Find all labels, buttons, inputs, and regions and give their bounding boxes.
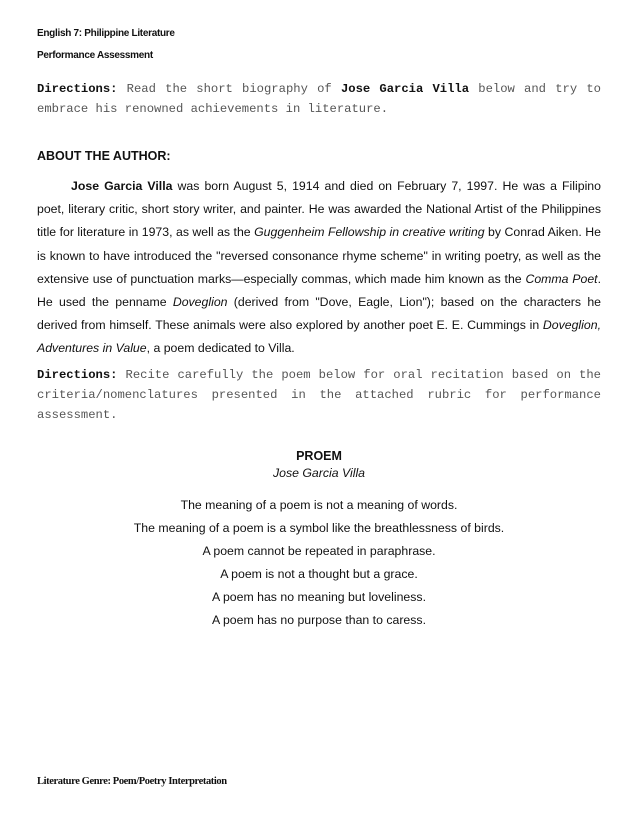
footer-genre: Literature Genre: Poem/Poetry Interpretation (37, 776, 227, 787)
header-assessment-type: Performance Assessment (37, 50, 153, 61)
directions-label: Directions: (37, 82, 118, 96)
directions-text-b: below and try to embrace his renowned achievements in literature. (37, 82, 601, 116)
author-biography (37, 175, 601, 361)
poem-line: A poem is not a thought but a grace. (220, 566, 418, 581)
poem-line: A poem has no purpose than to caress. (212, 612, 426, 627)
poem-line: The meaning of a poem is not a meaning of words. (180, 498, 458, 512)
bio-text-1: was born August 5, 1914 and died on February 7, 1997. He was a Filipino poet, literary critic, short story writer, and painter. He was awarded the National Artist of the Philippines title for literature in 1973, as well as the (37, 179, 601, 240)
poem-title: PROEM (296, 449, 342, 463)
poem-author: Jose Garcia Villa (272, 466, 366, 480)
bio-text-2: by Conrad Aiken. He is known to have introduced the "reversed consonance rhyme scheme" in writing poetry, as well as the extensive use of punctuation marks—especially commas, which made him known as the (37, 225, 601, 286)
bio-author-name: Jose Garcia Villa (71, 179, 173, 193)
about-author-heading: ABOUT THE AUTHOR: (37, 149, 171, 163)
bio-italic-fellowship: Guggenheim Fellowship in creative writing (254, 225, 485, 240)
header-course-title: English 7: Philippine Literature (37, 28, 175, 39)
author-name-highlight: Jose Garcia Villa (340, 82, 470, 96)
bio-text-3: . He used the penname (37, 271, 601, 310)
directions-label: Directions: (37, 368, 118, 382)
directions-recitation (37, 365, 601, 425)
poem-line: The meaning of a poem is a symbol like the breathlessness of birds. (133, 520, 505, 535)
bio-text-4: (derived from "Dove, Eagle, Lion"); based on the characters he derived from himself. These animals were also explored by another poet E. E. Cummings in (37, 295, 601, 333)
directions-biography (37, 79, 601, 119)
poem-line: A poem has no meaning but loveliness. (212, 589, 426, 604)
bio-text-5: , a poem dedicated to Villa. (146, 341, 295, 356)
poem-body (37, 494, 601, 631)
directions-text-a: Read the short biography of (117, 82, 341, 96)
bio-italic-cummings-poem: Doveglion, Adventures in Value (37, 318, 601, 356)
poem-line: A poem cannot be repeated in paraphrase. (202, 543, 436, 558)
bio-italic-penname: Doveglion (172, 295, 228, 310)
bio-italic-comma-poet: Comma Poet (525, 271, 598, 286)
directions-recitation-text: Recite carefully the poem below for oral recitation based on the criteria/nomenclatures presented in the attached rubric for performance assessment. (37, 368, 601, 422)
